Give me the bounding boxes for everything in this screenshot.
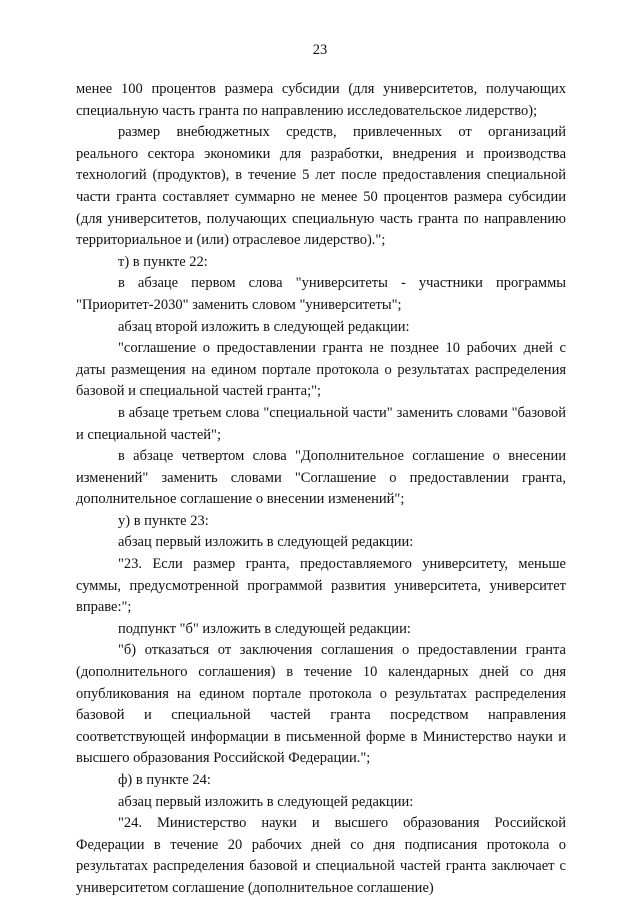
paragraph-10: абзац первый изложить в следующей редакции: (118, 534, 414, 551)
paragraph-16: "24. Министерство науки и высшего образования Российской Федерации в течение 20 рабочих дней со дня подписания протокола о результатах распределения базовой и специальной частей гранта заключает с университетом соглашение (дополнительное соглашение) (76, 815, 566, 896)
document-body (76, 79, 566, 900)
paragraph-8: в абзаце четвертом слова "Дополнительное соглашение о внесении изменений" заменить словами "Соглашение о предоставлении гранта, дополнительное соглашение о внесении изменений"; (76, 448, 566, 508)
paragraph-9: у) в пункте 23: (118, 512, 209, 529)
paragraph-4: в абзаце первом слова "университеты - участники программы "Приоритет-2030" заменить словом "университеты"; (76, 275, 566, 313)
paragraph-5: абзац второй изложить в следующей редакции: (118, 318, 410, 335)
paragraph-11: "23. Если размер гранта, предоставляемого университету, меньше суммы, предусмотренной программой развития университета, университет вправе:"; (76, 556, 566, 616)
paragraph-7: в абзаце третьем слова "специальной части" заменить словами "базовой и специальной частей"; (76, 404, 566, 443)
paragraph-15: абзац первый изложить в следующей редакции: (118, 793, 414, 810)
paragraph-12: подпункт "б" изложить в следующей редакции: (118, 620, 411, 637)
paragraph-6: "соглашение о предоставлении гранта не позднее 10 рабочих дней с даты размещения на едином портале протокола о результатах распределения базовой и специальной частей гранта;"; (76, 340, 566, 400)
paragraph-14: ф) в пункте 24: (118, 772, 211, 788)
paragraph-3: т) в пункте 22: (118, 253, 208, 270)
paragraph-13: "б) отказаться от заключения соглашения о предоставлении гранта (дополнительного соглашения) в течение 10 календарных дней со дня опубликования на едином портале протокола о результатах распределения базовой и специальной частей гранта посредством направления соответствующей информации в письменной форме в Министерство науки и высшего образования Российской Федерации."; (76, 642, 566, 767)
paragraph-1: менее 100 процентов размера субсидии (для университетов, получающих специальную часть гранта по направлению исследовательское лидерство); (76, 81, 566, 119)
paragraph-2: размер внебюджетных средств, привлеченных от организаций реального сектора экономики для разработки, внедрения и производства технологий (продуктов), в течение 5 лет после предоставления специальной части гранта составляет суммарно не менее 50 процентов размера субсидии (для университетов, получающих специальную часть гранта по направлению территориальное и (или) отраслевое лидерство)."; (76, 124, 566, 249)
page-number: 23 (312, 42, 328, 58)
